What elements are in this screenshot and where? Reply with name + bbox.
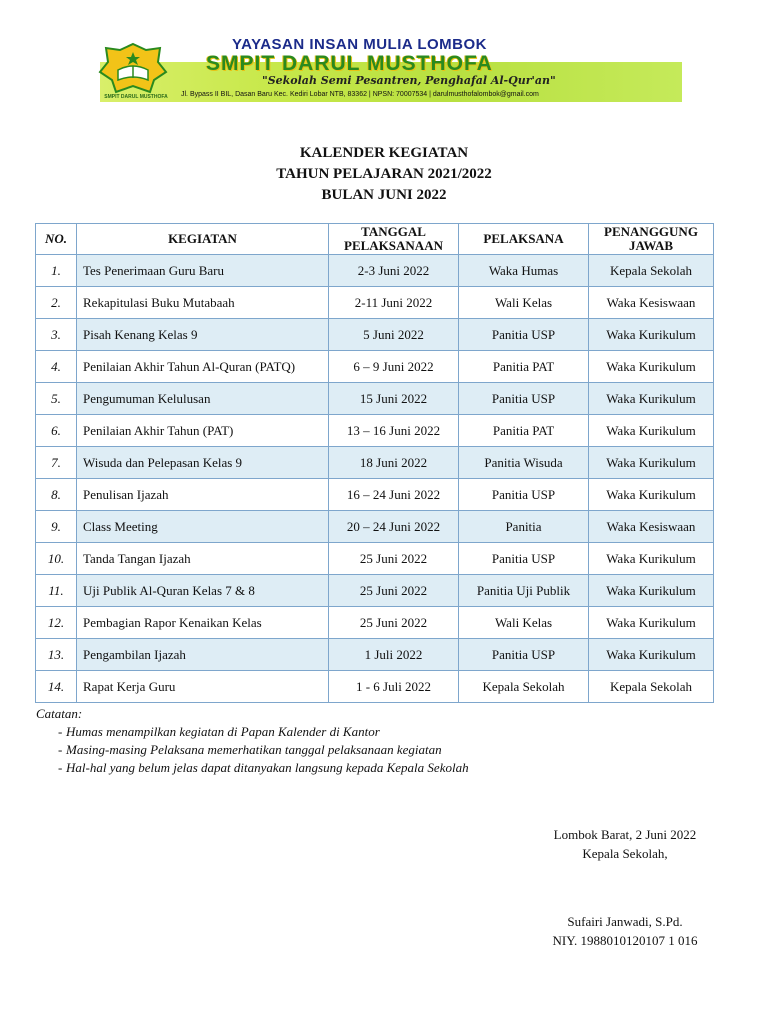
cell-tanggal: 25 Juni 2022	[329, 607, 459, 639]
foundation-name: YAYASAN INSAN MULIA LOMBOK	[232, 36, 487, 53]
cell-penanggung-jawab: Kepala Sekolah	[589, 255, 714, 287]
cell-penanggung-jawab: Waka Kurikulum	[589, 639, 714, 671]
cell-penanggung-jawab: Waka Kurikulum	[589, 415, 714, 447]
header-kegiatan: KEGIATAN	[77, 224, 329, 255]
cell-tanggal: 2-11 Juni 2022	[329, 287, 459, 319]
table-row	[36, 479, 714, 511]
row-number: 14.	[36, 671, 77, 703]
cell-tanggal: 16 – 24 Juni 2022	[329, 479, 459, 511]
cell-penanggung-jawab: Waka Kesiswaan	[589, 511, 714, 543]
cell-kegiatan: Penilaian Akhir Tahun (PAT)	[77, 415, 329, 447]
table-row	[36, 287, 714, 319]
table-row	[36, 255, 714, 287]
cell-tanggal: 13 – 16 Juni 2022	[329, 415, 459, 447]
cell-pelaksana: Waka Humas	[459, 255, 589, 287]
header-penanggung-jawab: PENANGGUNG JAWAB	[589, 224, 714, 255]
notes-heading: Catatan:	[36, 706, 83, 721]
logo-caption: SMPIT DARUL MUSTHOFA	[104, 94, 168, 100]
title-line-3: BULAN JUNI 2022	[321, 187, 447, 203]
table-header-row	[36, 224, 714, 255]
row-number: 12.	[36, 607, 77, 639]
cell-kegiatan: Rapat Kerja Guru	[77, 671, 329, 703]
note-item: - Humas menampilkan kegiatan di Papan Kalender di Kantor	[58, 724, 380, 739]
cell-pelaksana: Wali Kelas	[459, 287, 589, 319]
title-line-1: KALENDER KEGIATAN	[299, 145, 469, 161]
note-bullet: -	[58, 742, 63, 757]
school-motto: "Sekolah Semi Pesantren, Penghafal Al-Qur'an"	[262, 74, 556, 87]
table-row	[36, 511, 714, 543]
cell-tanggal: 5 Juni 2022	[329, 319, 459, 351]
header-pelaksana: PELAKSANA	[459, 224, 589, 255]
cell-tanggal: 25 Juni 2022	[329, 543, 459, 575]
table-row	[36, 351, 714, 383]
cell-pelaksana: Panitia Uji Publik	[459, 575, 589, 607]
cell-pelaksana: Panitia USP	[459, 479, 589, 511]
table-row	[36, 319, 714, 351]
cell-penanggung-jawab: Waka Kurikulum	[589, 543, 714, 575]
signatory-name: Sufairi Janwadi, S.Pd.	[567, 914, 683, 929]
signature-position: Kepala Sekolah,	[582, 846, 668, 861]
cell-kegiatan: Wisuda dan Pelepasan Kelas 9	[77, 447, 329, 479]
cell-penanggung-jawab: Waka Kurikulum	[589, 479, 714, 511]
cell-pelaksana: Panitia Wisuda	[459, 447, 589, 479]
title-line-2: TAHUN PELAJARAN 2021/2022	[276, 166, 492, 182]
notes-section	[36, 705, 736, 777]
note-item: - Masing-masing Pelaksana memerhatikan tanggal pelaksanaan kegiatan	[58, 742, 442, 757]
cell-kegiatan: Penulisan Ijazah	[77, 479, 329, 511]
cell-kegiatan: Tanda Tangan Ijazah	[77, 543, 329, 575]
document-title	[0, 143, 768, 206]
row-number: 1.	[36, 255, 77, 287]
table-row	[36, 415, 714, 447]
cell-tanggal: 15 Juni 2022	[329, 383, 459, 415]
cell-kegiatan: Pengambilan Ijazah	[77, 639, 329, 671]
header-tanggal: TANGGAL PELAKSANAAN	[329, 224, 459, 255]
cell-kegiatan: Uji Publik Al-Quran Kelas 7 & 8	[77, 575, 329, 607]
cell-tanggal: 1 Juli 2022	[329, 639, 459, 671]
note-bullet: -	[58, 724, 63, 739]
cell-tanggal: 2-3 Juni 2022	[329, 255, 459, 287]
cell-tanggal: 1 - 6 Juli 2022	[329, 671, 459, 703]
table-row	[36, 383, 714, 415]
row-number: 9.	[36, 511, 77, 543]
cell-tanggal: 6 – 9 Juni 2022	[329, 351, 459, 383]
cell-kegiatan: Pisah Kenang Kelas 9	[77, 319, 329, 351]
cell-penanggung-jawab: Waka Kurikulum	[589, 607, 714, 639]
cell-pelaksana: Wali Kelas	[459, 607, 589, 639]
cell-penanggung-jawab: Waka Kurikulum	[589, 447, 714, 479]
table-row	[36, 639, 714, 671]
signatory-niy: NIY. 1988010120107 1 016	[552, 933, 698, 948]
cell-kegiatan: Tes Penerimaan Guru Baru	[77, 255, 329, 287]
school-logo-icon	[88, 40, 178, 96]
cell-kegiatan: Penilaian Akhir Tahun Al-Quran (PATQ)	[77, 351, 329, 383]
row-number: 13.	[36, 639, 77, 671]
cell-pelaksana: Panitia	[459, 511, 589, 543]
cell-kegiatan: Rekapitulasi Buku Mutabaah	[77, 287, 329, 319]
cell-pelaksana: Panitia USP	[459, 319, 589, 351]
school-address: Jl. Bypass II BIL, Dasan Baru Kec. Kediri Lobar NTB, 83362 | NPSN: 70007534 | darulmusthofalombok@gmail.com	[181, 91, 539, 98]
table-row	[36, 447, 714, 479]
cell-kegiatan: Pembagian Rapor Kenaikan Kelas	[77, 607, 329, 639]
row-number: 7.	[36, 447, 77, 479]
cell-pelaksana: Kepala Sekolah	[459, 671, 589, 703]
signature-place-date: Lombok Barat, 2 Juni 2022	[553, 827, 697, 842]
row-number: 2.	[36, 287, 77, 319]
row-number: 4.	[36, 351, 77, 383]
table-row	[36, 575, 714, 607]
school-name: SMPIT DARUL MUSTHOFA	[206, 52, 493, 75]
header-no: NO.	[36, 224, 77, 255]
row-number: 3.	[36, 319, 77, 351]
cell-penanggung-jawab: Kepala Sekolah	[589, 671, 714, 703]
cell-penanggung-jawab: Waka Kurikulum	[589, 383, 714, 415]
cell-tanggal: 18 Juni 2022	[329, 447, 459, 479]
cell-pelaksana: Panitia PAT	[459, 351, 589, 383]
table-row	[36, 543, 714, 575]
notes-list	[36, 723, 736, 777]
cell-kegiatan: Class Meeting	[77, 511, 329, 543]
table-row	[36, 671, 714, 703]
table-row	[36, 607, 714, 639]
cell-penanggung-jawab: Waka Kurikulum	[589, 319, 714, 351]
row-number: 5.	[36, 383, 77, 415]
cell-penanggung-jawab: Waka Kesiswaan	[589, 287, 714, 319]
cell-penanggung-jawab: Waka Kurikulum	[589, 575, 714, 607]
cell-tanggal: 20 – 24 Juni 2022	[329, 511, 459, 543]
cell-tanggal: 25 Juni 2022	[329, 575, 459, 607]
cell-kegiatan: Pengumuman Kelulusan	[77, 383, 329, 415]
note-item: - Hal-hal yang belum jelas dapat ditanyakan langsung kepada Kepala Sekolah	[58, 760, 469, 775]
cell-pelaksana: Panitia USP	[459, 543, 589, 575]
cell-penanggung-jawab: Waka Kurikulum	[589, 351, 714, 383]
cell-pelaksana: Panitia PAT	[459, 415, 589, 447]
row-number: 10.	[36, 543, 77, 575]
cell-pelaksana: Panitia USP	[459, 383, 589, 415]
cell-pelaksana: Panitia USP	[459, 639, 589, 671]
schedule-table	[35, 223, 714, 703]
row-number: 6.	[36, 415, 77, 447]
row-number: 8.	[36, 479, 77, 511]
note-bullet: -	[58, 760, 63, 775]
row-number: 11.	[36, 575, 77, 607]
